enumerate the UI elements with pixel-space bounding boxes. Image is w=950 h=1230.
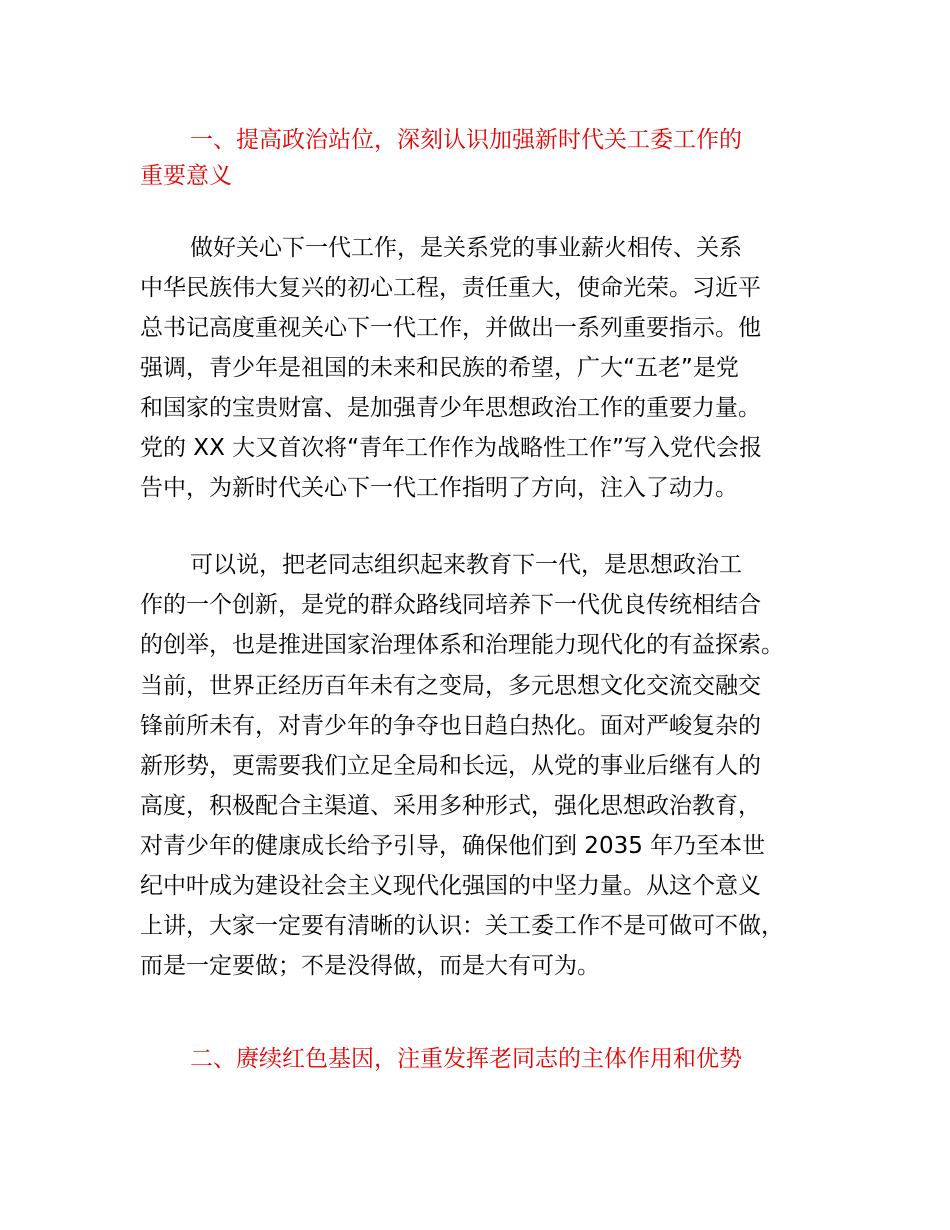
paragraph-line: 中华民族伟大复兴的初心工程，责任重大，使命光荣。习近平 xyxy=(140,275,761,301)
paragraph-line: 告中，为新时代关心下一代工作指明了方向，注入了动力。 xyxy=(140,475,738,501)
paragraph-line: 强调，青少年是祖国的未来和民族的希望，广大“五老”是党 xyxy=(140,355,739,381)
paragraph-line: 作的一个创新，是党的群众路线同培养下一代优良传统相结合 xyxy=(140,592,761,618)
paragraph-line: 可以说，把老同志组织起来教育下一代，是思想政治工 xyxy=(190,552,742,578)
paragraph-line: 纪中叶成为建设社会主义现代化强国的中坚力量。从这个意义 xyxy=(140,873,761,899)
heading-line: 二、赓续红色基因，注重发挥老同志的主体作用和优势 xyxy=(190,1046,742,1072)
paragraph-line: 新形势，更需要我们立足全局和长远，从党的事业后继有人的 xyxy=(140,753,761,779)
paragraph-line: 和国家的宝贵财富、是加强青少年思想政治工作的重要力量。 xyxy=(140,395,761,421)
paragraph-line: 当前，世界正经历百年未有之变局，多元思想文化交流交融交 xyxy=(140,673,761,699)
heading-line: 一、提高政治站位，深刻认识加强新时代关工委工作的 xyxy=(190,127,742,153)
paragraph-line: 上讲，大家一定要有清晰的认识：关工委工作不是可做可不做， xyxy=(140,913,784,939)
paragraph-line: 的创举，也是推进国家治理体系和治理能力现代化的有益探索。 xyxy=(140,632,784,658)
paragraph-line: 党的 XX 大又首次将“青年工作作为战略性工作”写入党代会报 xyxy=(140,435,762,461)
paragraph-line: 而是一定要做；不是没得做，而是大有可为。 xyxy=(140,953,600,979)
paragraph-line: 做好关心下一代工作，是关系党的事业薪火相传、关系 xyxy=(190,235,742,261)
paragraph-line: 对青少年的健康成长给予引导，确保他们到 2035 年乃至本世 xyxy=(140,833,766,859)
paragraph-line: 锋前所未有，对青少年的争夺也日趋白热化。面对严峻复杂的 xyxy=(140,713,761,739)
paragraph-line: 高度，积极配合主渠道、采用多种形式，强化思想政治教育， xyxy=(140,793,761,819)
heading-line: 重要意义 xyxy=(140,163,232,189)
paragraph-line: 总书记高度重视关心下一代工作，并做出一系列重要指示。他 xyxy=(140,315,761,341)
